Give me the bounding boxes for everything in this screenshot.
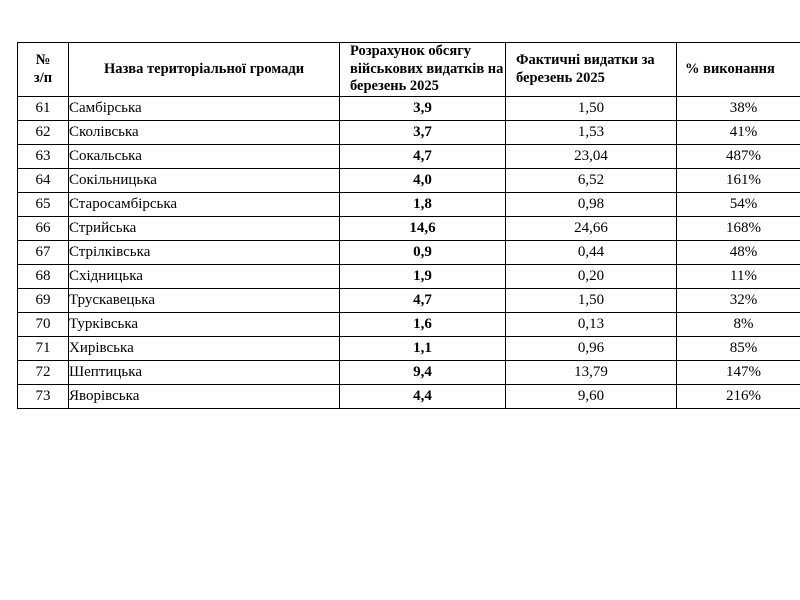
cell-calculated-amount: 4,7 (340, 145, 506, 169)
cell-calculated-amount: 1,9 (340, 265, 506, 289)
cell-actual-expenses: 1,50 (506, 289, 677, 313)
table-header (18, 43, 800, 97)
table-row (18, 385, 800, 409)
cell-calculated-amount: 3,9 (340, 97, 506, 121)
cell-percent: 11% (677, 265, 800, 289)
table-row (18, 193, 800, 217)
cell-percent: 168% (677, 217, 800, 241)
cell-percent: 216% (677, 385, 800, 409)
cell-number: 70 (18, 313, 69, 337)
table-row (18, 169, 800, 193)
cell-number: 67 (18, 241, 69, 265)
cell-calculated-amount: 3,7 (340, 121, 506, 145)
cell-calculated-amount: 14,6 (340, 217, 506, 241)
cell-number: 61 (18, 97, 69, 121)
cell-calculated-amount: 9,4 (340, 361, 506, 385)
cell-community-name: Стрілківська (69, 241, 340, 265)
budget-table (17, 42, 800, 409)
cell-actual-expenses: 6,52 (506, 169, 677, 193)
table-row (18, 121, 800, 145)
budget-table-container (17, 42, 777, 409)
cell-calculated-amount: 1,6 (340, 313, 506, 337)
column-header-number (18, 43, 69, 97)
column-header-actual-expenses: Фактичні видатки за березень 2025 (506, 43, 677, 97)
cell-community-name: Турківська (69, 313, 340, 337)
cell-percent: 147% (677, 361, 800, 385)
table-row (18, 289, 800, 313)
cell-calculated-amount: 4,0 (340, 169, 506, 193)
cell-actual-expenses: 0,20 (506, 265, 677, 289)
cell-actual-expenses: 0,98 (506, 193, 677, 217)
cell-percent: 8% (677, 313, 800, 337)
cell-community-name: Сокальська (69, 145, 340, 169)
cell-community-name: Сокільницька (69, 169, 340, 193)
table-row (18, 313, 800, 337)
cell-actual-expenses: 1,53 (506, 121, 677, 145)
table-row (18, 265, 800, 289)
cell-number: 69 (18, 289, 69, 313)
cell-calculated-amount: 4,4 (340, 385, 506, 409)
column-header-number-sub: з/п (33, 69, 53, 86)
cell-community-name: Шептицька (69, 361, 340, 385)
cell-percent: 48% (677, 241, 800, 265)
cell-actual-expenses: 9,60 (506, 385, 677, 409)
table-row (18, 361, 800, 385)
table-row (18, 97, 800, 121)
cell-number: 72 (18, 361, 69, 385)
cell-percent: 54% (677, 193, 800, 217)
column-header-number-symbol: № (35, 51, 51, 68)
cell-actual-expenses: 0,96 (506, 337, 677, 361)
cell-community-name: Стрийська (69, 217, 340, 241)
column-header-calculated-amount: Розрахунок обсягу військових видатків на березень 2025 (340, 43, 506, 97)
cell-number: 64 (18, 169, 69, 193)
cell-actual-expenses: 23,04 (506, 145, 677, 169)
table-header-row (18, 43, 800, 97)
cell-actual-expenses: 13,79 (506, 361, 677, 385)
cell-percent: 32% (677, 289, 800, 313)
table-row (18, 217, 800, 241)
cell-calculated-amount: 1,8 (340, 193, 506, 217)
table-row (18, 241, 800, 265)
cell-community-name: Старосамбірська (69, 193, 340, 217)
cell-community-name: Хирівська (69, 337, 340, 361)
cell-percent: 85% (677, 337, 800, 361)
table-row (18, 337, 800, 361)
cell-number: 62 (18, 121, 69, 145)
cell-number: 65 (18, 193, 69, 217)
cell-percent: 38% (677, 97, 800, 121)
cell-calculated-amount: 4,7 (340, 289, 506, 313)
table-body (18, 97, 800, 409)
cell-number: 68 (18, 265, 69, 289)
cell-community-name: Східницька (69, 265, 340, 289)
cell-community-name: Трускавецька (69, 289, 340, 313)
cell-percent: 161% (677, 169, 800, 193)
cell-calculated-amount: 0,9 (340, 241, 506, 265)
cell-community-name: Сколівська (69, 121, 340, 145)
column-header-percent-completion: % виконання (677, 43, 800, 97)
cell-number: 71 (18, 337, 69, 361)
cell-actual-expenses: 1,50 (506, 97, 677, 121)
column-header-community-name: Назва територіальної громади (69, 43, 340, 97)
cell-actual-expenses: 0,44 (506, 241, 677, 265)
cell-calculated-amount: 1,1 (340, 337, 506, 361)
cell-number: 63 (18, 145, 69, 169)
table-row (18, 145, 800, 169)
cell-actual-expenses: 0,13 (506, 313, 677, 337)
cell-number: 73 (18, 385, 69, 409)
cell-actual-expenses: 24,66 (506, 217, 677, 241)
cell-percent: 41% (677, 121, 800, 145)
cell-number: 66 (18, 217, 69, 241)
cell-percent: 487% (677, 145, 800, 169)
cell-community-name: Самбірська (69, 97, 340, 121)
cell-community-name: Яворівська (69, 385, 340, 409)
